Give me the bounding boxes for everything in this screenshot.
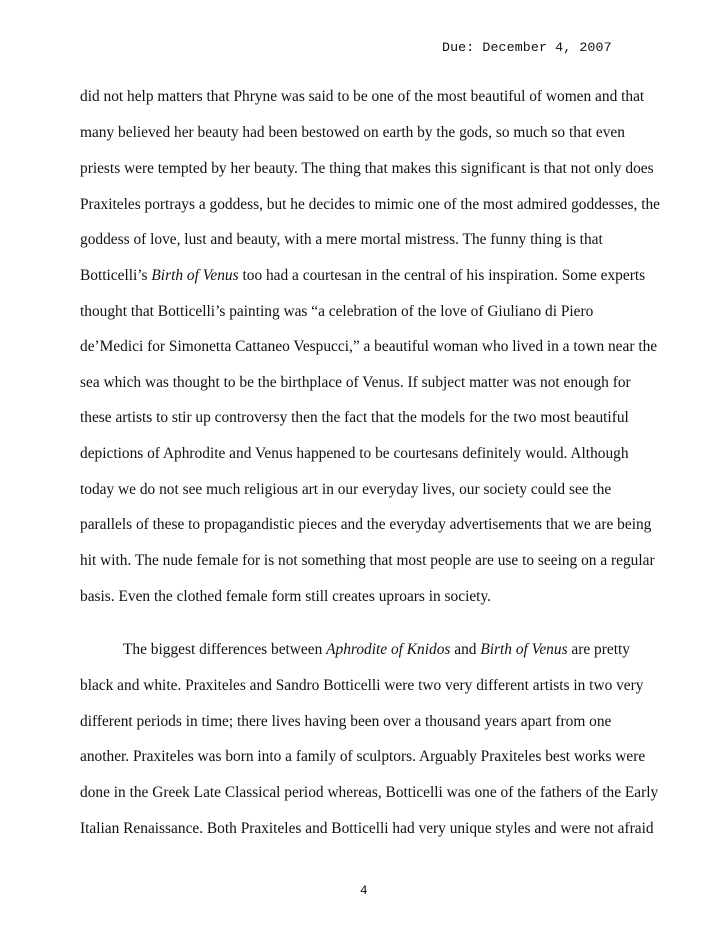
text-line: thought that Botticelli’s painting was “a celebration of the love of Giuliano di Piero xyxy=(80,303,594,320)
text-line: did not help matters that Phryne was said to be one of the most beautiful of women and that xyxy=(80,88,645,105)
text-line: hit with. The nude female for is not something that most people are use to seeing on a regular xyxy=(80,552,655,569)
italic-title: Birth of Venus xyxy=(151,267,239,284)
page-header-due-date: Due: December 4, 2007 xyxy=(442,40,612,55)
text-line: depictions of Aphrodite and Venus happened to be courtesans definitely would. Although xyxy=(80,445,629,462)
text-line: goddess of love, lust and beauty, with a mere mortal mistress. The funny thing is that xyxy=(80,231,603,248)
text-line: black and white. Praxiteles and Sandro Botticelli were two very different artists in two very xyxy=(80,677,644,694)
text-line: basis. Even the clothed female form still creates uproars in society. xyxy=(80,588,491,605)
text-run: Botticelli’s xyxy=(80,267,152,284)
page-number: 4 xyxy=(360,884,368,898)
text-line: another. Praxiteles was born into a family of sculptors. Arguably Praxiteles best works were xyxy=(80,748,646,765)
text-line: sea which was thought to be the birthplace of Venus. If subject matter was not enough for xyxy=(80,374,631,391)
text-run: The biggest differences between xyxy=(123,641,327,658)
italic-title: Birth of Venus xyxy=(480,641,568,658)
text-line: these artists to stir up controversy then the fact that the models for the two most beautiful xyxy=(80,409,629,426)
text-line: done in the Greek Late Classical period whereas, Botticelli was one of the fathers of the Early xyxy=(80,784,659,801)
text-line: Praxiteles portrays a goddess, but he decides to mimic one of the most admired goddesses, the xyxy=(80,196,661,213)
text-run: and xyxy=(450,641,481,658)
text-line: many believed her beauty had been bestowed on earth by the gods, so much so that even xyxy=(80,124,625,141)
text-run: too had a courtesan in the central of his inspiration. Some experts xyxy=(238,267,646,284)
text-line: de’Medici for Simonetta Cattaneo Vespucci,” a beautiful woman who lived in a town near the xyxy=(80,338,658,355)
text-run: are pretty xyxy=(567,641,630,658)
text-line xyxy=(123,640,630,660)
text-line: parallels of these to propagandistic pieces and the everyday advertisements that we are being xyxy=(80,516,652,533)
italic-title: Aphrodite of Knidos xyxy=(326,641,451,658)
text-line: today we do not see much religious art in our everyday lives, our society could see the xyxy=(80,481,612,498)
text-line: different periods in time; there lives having been over a thousand years apart from one xyxy=(80,713,612,730)
text-line xyxy=(80,266,645,286)
text-line: priests were tempted by her beauty. The thing that makes this significant is that not only does xyxy=(80,160,654,177)
text-line: Italian Renaissance. Both Praxiteles and Botticelli had very unique styles and were not afraid xyxy=(80,820,654,837)
